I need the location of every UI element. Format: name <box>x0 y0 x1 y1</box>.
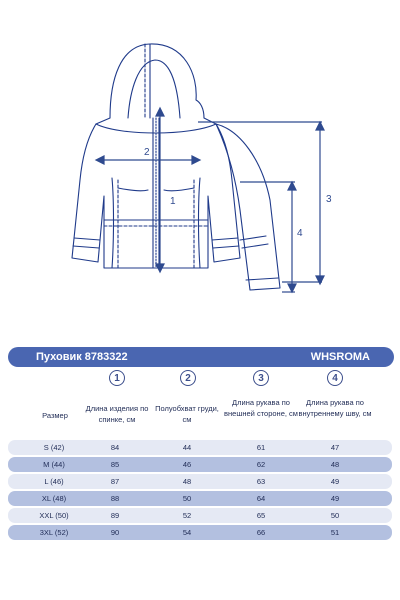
cell-half-chest: 46 <box>182 460 192 469</box>
column-markers <box>0 370 400 392</box>
cell-size: M (44) <box>43 460 65 469</box>
cell-half-chest: 54 <box>182 528 192 537</box>
column-marker-1: 1 <box>109 370 125 386</box>
column-marker-2: 2 <box>180 370 196 386</box>
brand-name: WHSROMA <box>310 351 370 363</box>
column-marker-3: 3 <box>253 370 269 386</box>
cell-inner-sleeve: 49 <box>330 494 340 503</box>
hood-inner <box>128 60 180 118</box>
table-row <box>8 508 392 523</box>
drawing-label-4: 4 <box>297 228 303 239</box>
cell-inner-sleeve: 51 <box>330 528 340 537</box>
cell-back-length: 90 <box>110 528 120 537</box>
table-row <box>8 440 392 455</box>
cell-back-length: 85 <box>110 460 120 469</box>
drawing-label-3: 3 <box>326 194 332 205</box>
column-header-back-length: Длина изделия по спинке, см <box>85 404 149 424</box>
cell-size: S (42) <box>43 443 65 452</box>
column-header-inner-sleeve: Длина рукава по внутреннему шву, см <box>298 398 372 418</box>
column-header-outer-sleeve: Длина рукава по внешней стороне, см <box>224 398 298 418</box>
size-chart-title-bar <box>8 347 394 367</box>
cell-outer-sleeve: 64 <box>256 494 266 503</box>
hood-outline <box>110 44 204 118</box>
cell-outer-sleeve: 66 <box>256 528 266 537</box>
cell-size: XL (48) <box>41 494 67 503</box>
cell-back-length: 84 <box>110 443 120 452</box>
table-row <box>8 457 392 472</box>
size-column-header: Размер <box>42 411 68 420</box>
table-row <box>8 474 392 489</box>
cell-outer-sleeve: 63 <box>256 477 266 486</box>
cell-outer-sleeve: 61 <box>256 443 266 452</box>
cell-size: 3XL (52) <box>39 528 69 537</box>
cell-half-chest: 52 <box>182 511 192 520</box>
cell-outer-sleeve: 62 <box>256 460 266 469</box>
cell-inner-sleeve: 49 <box>330 477 340 486</box>
column-marker-4: 4 <box>327 370 343 386</box>
cell-half-chest: 50 <box>182 494 192 503</box>
cell-size: XXL (50) <box>39 511 69 520</box>
cell-back-length: 87 <box>110 477 120 486</box>
cell-inner-sleeve: 47 <box>330 443 340 452</box>
cell-inner-sleeve: 48 <box>330 460 340 469</box>
cell-back-length: 88 <box>110 494 120 503</box>
cell-outer-sleeve: 65 <box>256 511 266 520</box>
cell-inner-sleeve: 50 <box>330 511 340 520</box>
cell-back-length: 89 <box>110 511 120 520</box>
table-row <box>8 525 392 540</box>
drawing-label-2: 2 <box>144 147 150 158</box>
product-title: Пуховик 8783322 <box>36 351 128 363</box>
table-row <box>8 491 392 506</box>
drawing-label-1: 1 <box>170 196 176 207</box>
cell-half-chest: 44 <box>182 443 192 452</box>
cell-half-chest: 48 <box>182 477 192 486</box>
sleeve-outline <box>216 124 280 290</box>
column-header-half-chest: Полуобхват груди, см <box>155 404 219 424</box>
cell-size: L (46) <box>44 477 64 486</box>
